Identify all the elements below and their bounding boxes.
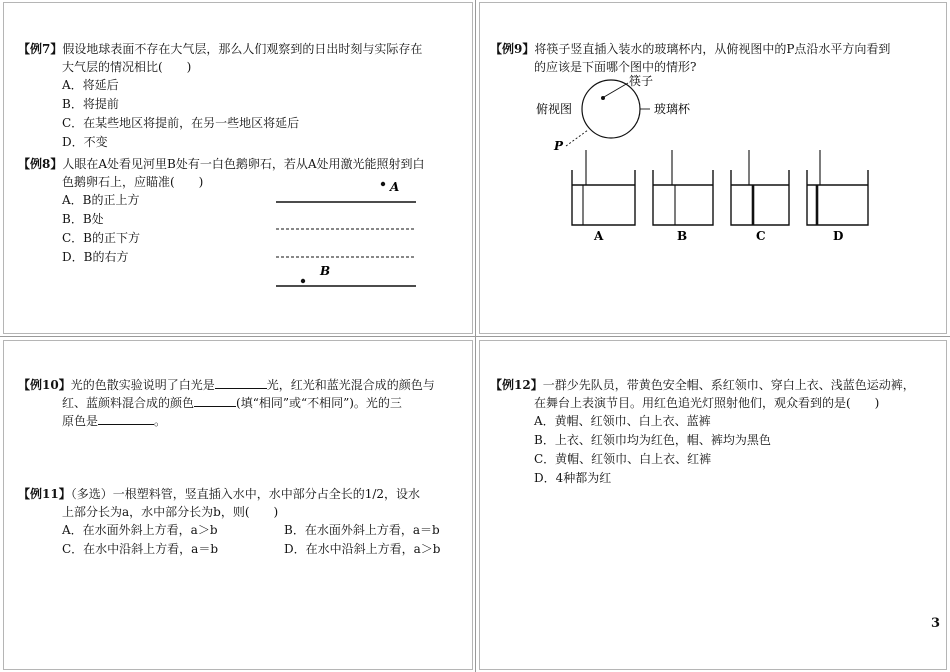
question-11-options-row-1 (18, 521, 473, 540)
choice-c-glass (731, 150, 789, 243)
topview-label: 俯视图 (536, 102, 573, 116)
choice-b-label: B (677, 229, 688, 243)
question-9-figure (530, 72, 890, 247)
question-11-tag: 【例11】 (18, 487, 71, 501)
question-8-stem-line-1: 人眼在A处看见河里B处有一白色鹅卵石，若从A处用激光能照射到白 (62, 157, 425, 171)
point-a-dot (381, 182, 385, 186)
question-8-figure (268, 175, 428, 295)
question-11-stem-line-2: 上部分长为a，水中部分长为b，则( ) (62, 505, 279, 519)
question-8-option-a: A．B的正上方 (62, 193, 140, 207)
question-11 (18, 485, 473, 559)
question-9 (490, 40, 945, 76)
question-12 (490, 376, 945, 488)
point-b-dot (301, 279, 305, 283)
question-12-option-b: B．上衣、红领巾均为红色，帽、裤均为黑色 (534, 433, 771, 447)
question-8-tag: 【例8】 (18, 157, 63, 171)
question-12-stem-line-2: 在舞台上表演节目。用红色追光灯照射他们，观众看到的是( ) (534, 396, 880, 410)
question-12-option-d: D．4种都为红 (534, 471, 612, 485)
question-11-option-d: D．在水中沿斜上方看，a＞b (284, 542, 441, 556)
question-11-options-row-2 (18, 540, 473, 559)
question-9-stem-line-2: 的应该是下面哪个图中的情形? (534, 60, 697, 74)
horizontal-divider (0, 336, 950, 337)
question-7 (18, 40, 468, 152)
answer-blank-3[interactable] (98, 412, 154, 425)
question-8-option-b: B．B处 (62, 212, 104, 226)
question-10-tag: 【例10】 (18, 378, 71, 392)
question-7-stem-line-1: 假设地球表面不存在大气层，那么人们观察到的日出时刻与实际存在 (62, 42, 423, 56)
sight-line-p (566, 130, 588, 146)
chopstick-pointer (604, 83, 628, 97)
question-9-tag: 【例9】 (490, 42, 535, 56)
question-8-option-d: D．B的右方 (62, 250, 129, 264)
question-12-option-a: A．黄帽、红领巾、白上衣、蓝裤 (534, 414, 711, 428)
question-11-option-b: B．在水面外斜上方看，a＝b (284, 523, 440, 537)
choice-b-glass (653, 150, 713, 243)
question-12-tag: 【例12】 (490, 378, 543, 392)
point-p-label: P (554, 139, 564, 153)
question-12-stem-line-1: 一群少先队员，带黄色安全帽、系红领巾、穿白上衣、浅蓝色运动裤， (542, 378, 915, 392)
question-11-option-a: A．在水面外斜上方看，a＞b (62, 523, 218, 537)
page-number: 3 (930, 616, 940, 631)
chopstick-label: 筷子 (629, 74, 654, 88)
question-7-tag: 【例7】 (18, 42, 63, 56)
question-10-text-2: 光，红光和蓝光混合成的颜色与 (266, 378, 435, 392)
question-10-text-3: 红、蓝颜料混合成的颜色 (62, 396, 195, 410)
glass-label: 玻璃杯 (654, 102, 691, 116)
question-7-option-d: D．不变 (62, 135, 108, 149)
answer-blank-1[interactable] (215, 376, 267, 389)
answer-blank-2[interactable] (194, 394, 236, 407)
question-10-text-6: 。 (154, 414, 167, 428)
question-10-text-1: 光的色散实验说明了白光是 (70, 378, 215, 392)
question-10-text-5: 原色是 (62, 414, 99, 428)
question-11-stem-line-1: （多选）一根塑料管，竖直插入水中，水中部分占全长的1/2，设水 (70, 487, 421, 501)
point-a-label: A (390, 180, 400, 194)
choice-a-glass (572, 150, 635, 243)
question-9-stem-line-1: 将筷子竖直插入装水的玻璃杯内，从俯视图中的P点沿水平方向看到 (534, 42, 891, 56)
question-7-option-b: B．将提前 (62, 97, 119, 111)
question-8-stem-line-2: 色鹅卵石上，应瞄准( ) (62, 175, 204, 189)
choice-a-label: A (594, 229, 604, 243)
question-11-option-c: C．在水中沿斜上方看，a＝b (62, 542, 219, 556)
question-7-option-c: C．在某些地区将提前，在另一些地区将延后 (62, 116, 300, 130)
glass-top-view-circle (582, 80, 640, 138)
choice-d-glass (807, 150, 868, 243)
question-12-option-c: C．黄帽、红领巾、白上衣、红裤 (534, 452, 712, 466)
choice-d-label: D (833, 229, 844, 243)
point-b-label: B (320, 264, 331, 278)
question-7-option-a: A．将延后 (62, 78, 119, 92)
question-8-option-c: C．B的正下方 (62, 231, 141, 245)
question-10 (18, 376, 468, 430)
question-7-stem-line-2: 大气层的情况相比( ) (62, 60, 192, 74)
choice-c-label: C (756, 229, 766, 243)
question-10-text-4: (填“相同”或“不相同”)。光的三 (236, 396, 402, 410)
